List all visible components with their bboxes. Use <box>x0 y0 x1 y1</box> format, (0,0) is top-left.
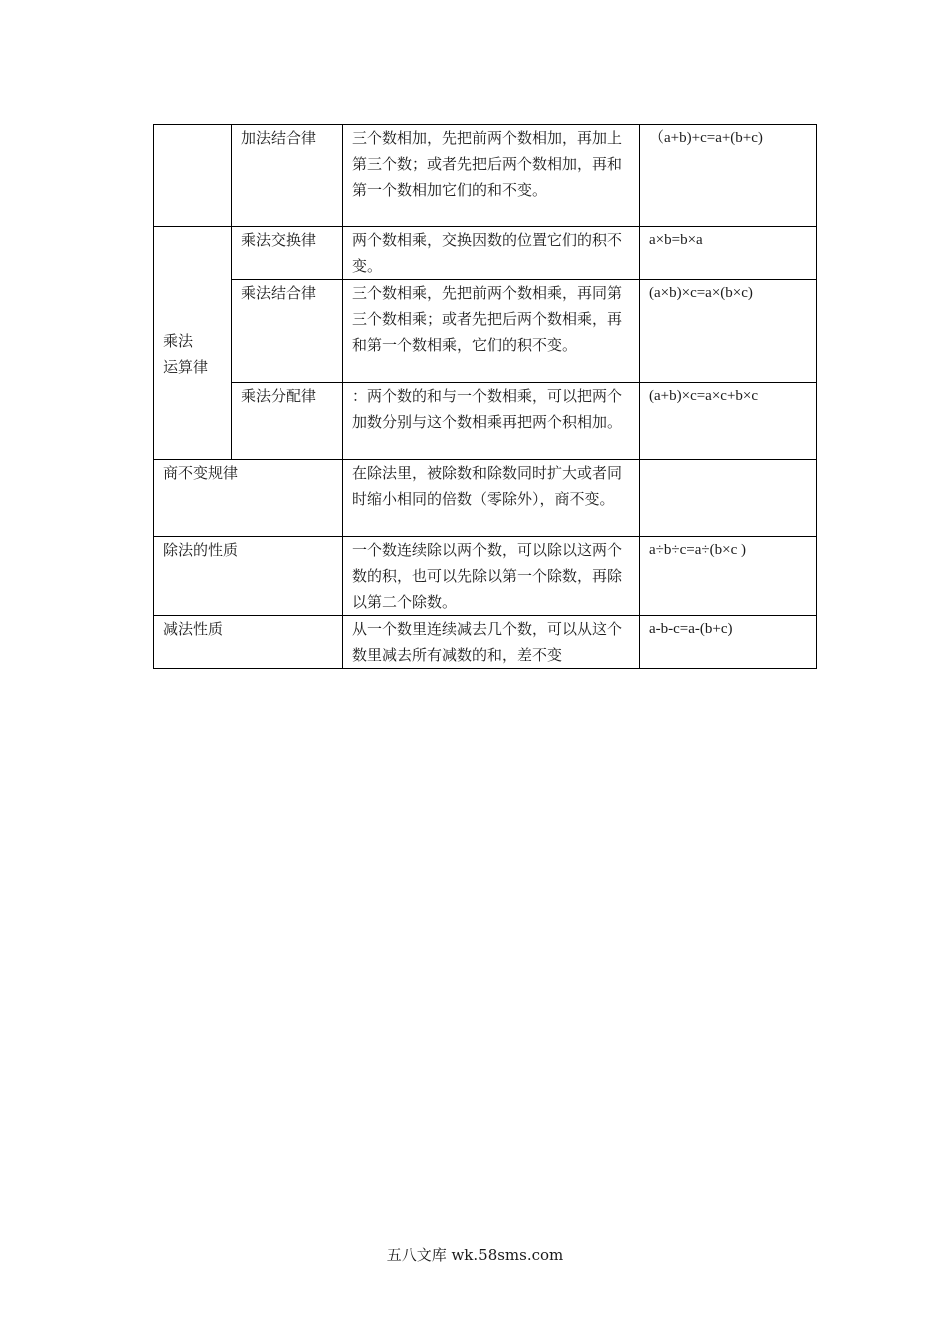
law-name: 乘法交换律 <box>232 227 343 280</box>
law-formula: (a+b)×c=a×c+b×c <box>640 383 817 460</box>
table-row <box>154 616 817 669</box>
law-description: 三个数相加，先把前两个数相加，再加上第三个数；或者先把后两个数相加，再和第一个数相加它们的和不变。 <box>343 125 640 227</box>
law-description: 从一个数里连续减去几个数，可以从这个数里减去所有减数的和，差不变 <box>343 616 640 669</box>
arithmetic-laws-table <box>153 124 817 669</box>
multiplication-group-cell <box>154 227 232 460</box>
footer-watermark: 五八文库 wk.58sms.com <box>386 1246 564 1264</box>
law-name: 乘法结合律 <box>232 280 343 383</box>
law-description: 两个数相乘，交换因数的位置它们的积不变。 <box>343 227 640 280</box>
law-formula: a-b-c=a-(b+c) <box>640 616 817 669</box>
group-cell-empty <box>154 125 232 227</box>
law-name: 乘法分配律 <box>232 383 343 460</box>
table-row <box>154 227 817 280</box>
law-description: ：两个数的和与一个数相乘，可以把两个加数分别与这个数相乘再把两个积相加。 <box>343 383 640 460</box>
law-description: 三个数相乘，先把前两个数相乘，再同第三个数相乘；或者先把后两个数相乘，再和第一个数相乘，它们的积不变。 <box>343 280 640 383</box>
table-row <box>154 460 817 537</box>
law-name: 加法结合律 <box>232 125 343 227</box>
table-row <box>154 537 817 616</box>
table-row <box>154 125 817 227</box>
table-row <box>154 383 817 460</box>
group-label <box>163 328 222 380</box>
law-name: 减法性质 <box>154 616 343 669</box>
group-label-line2: 运算律 <box>163 358 209 376</box>
law-formula: a÷b÷c=a÷(b×c ) <box>640 537 817 616</box>
table-row <box>154 280 817 383</box>
law-formula: a×b=b×a <box>640 227 817 280</box>
law-description: 一个数连续除以两个数，可以除以这两个数的积，也可以先除以第一个除数，再除以第二个除数。 <box>343 537 640 616</box>
law-name: 商不变规律 <box>154 460 343 537</box>
law-name: 除法的性质 <box>154 537 343 616</box>
law-formula: (a×b)×c=a×(b×c) <box>640 280 817 383</box>
group-label-line1: 乘法 <box>163 332 194 350</box>
law-formula: （a+b)+c=a+(b+c) <box>640 125 817 227</box>
law-description: 在除法里，被除数和除数同时扩大或者同时缩小相同的倍数（零除外），商不变。 <box>343 460 640 537</box>
law-formula <box>640 460 817 537</box>
